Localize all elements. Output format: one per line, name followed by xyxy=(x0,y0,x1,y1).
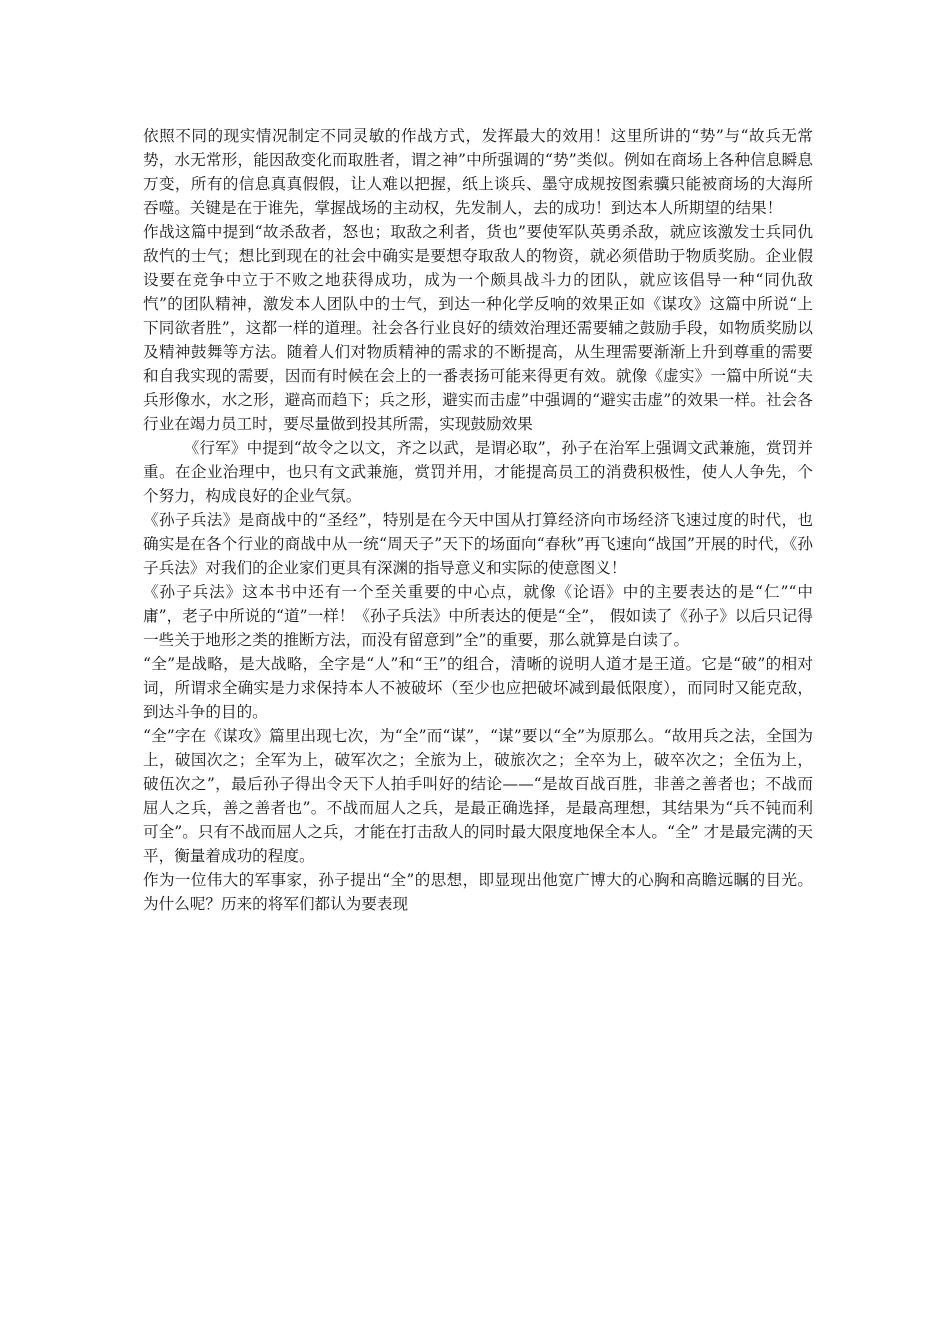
document-body xyxy=(143,124,813,916)
paragraph-military-strategist: 作为一位伟大的军事家，孙子提出“全”的思想，即显现出他宽广博大的心胸和高瞻远瞩的目光。为什么呢？历来的将军们都认为要表现 xyxy=(143,871,813,913)
paragraph-xingjun: 《行军》中提到“故令之以文，齐之以武，是谓必取”，孙子在治军上强调文武兼施，赏罚并重。在企业治理中，也只有文武兼施，赏罚并用，才能提高员工的消费积极性，使人人争先，个个努力，构成良好的企业气氛。 xyxy=(143,439,813,505)
paragraph-quan-center: 《孙子兵法》这本书中还有一个至关重要的中心点，就像《论语》中的主要表达的是“仁”“中庸”，老子中所说的“道”一样！《孙子兵法》中所表达的便是“全”， 假如读了《孙子》以后只记得一些关于地形之类的推断方法，而没有留意到”全”的重要，那么就算是白读了。 xyxy=(143,583,813,649)
paragraph-shangzhan: 《孙子兵法》是商战中的“圣经”，特别是在今天中国从打算经济向市场经济飞速过度的时代，也确实是在各个行业的商战中从一统“周天子”天下的场面向“春秋”再飞速向“战国”开展的时代，《孙子兵法》对我们的企业家们更具有深渊的指导意义和实际的使意图义！ xyxy=(143,511,813,577)
paragraph-shi: 依照不同的现实情况制定不同灵敏的作战方式，发挥最大的效用！这里所讲的“势”与“故兵无常势，水无常形，能因敌变化而取胜者，谓之神”中所强调的“势”类似。例如在商场上各种信息瞬息万变，所有的信息真真假假，让人难以把握，纸上谈兵、墨守成规按图索骥只能被商场的大海所吞噬。关键是在于谁先，掌握战场的主动权，先发制人，去的成功！到达本人所期望的结果！ xyxy=(143,127,813,217)
paragraph-zuozhan: 作战这篇中提到“故杀敌者，怒也；取敌之利者，货也”要使军队英勇杀敌，就应该激发士兵同仇敌忾的士气；想比到现在的社会中确实是要想夺取敌人的物资，就必须借助于物质奖励。企业假设要在竞争中立于不败之地获得成功，成为一个颇具战斗力的团队，就应该倡导一种“同仇敌忾”的团队精神，激发本人团队中的士气，到达一种化学反响的效果正如《谋攻》这篇中所说“上下同欲者胜”，这都一样的道理。社会各行业良好的绩效治理还需要辅之鼓励手段，如物质奖励以及精神鼓舞等方法。随着人们对物质精神的需求的不断提高，从生理需要渐渐上升到尊重的需要和自我实现的需要，因而有时候在会上的一番表扬可能来得更有效。就像《虚实》一篇中所说“夫兵形像水，水之形，避高而趋下；兵之形，避实而击虚”中强调的“避实击虚”的效果一样。社会各行业在竭力员工时，要尽量做到投其所需，实现鼓励效果 xyxy=(143,223,813,433)
paragraph-quan-mougong: “全”字在《谋攻》篇里出现七次，为“全”而“谋”，“谋”要以“全”为原那么。“故用兵之法，全国为上，破国次之；全军为上，破军次之；全旅为上，破旅次之；全卒为上，破卒次之；全伍为上，破伍次之”，最后孙子得出令天下人拍手叫好的结论——“是故百战百胜，非善之善者也；不战而屈人之兵，善之善者也”。不战而屈人之兵，是最正确选择，是最高理想，其结果为“兵不钝而利可全”。只有不战而屈人之兵，才能在打击敌人的同时最大限度地保全本人。“全” 才是最完满的天平，衡量着成功的程度。 xyxy=(143,727,813,865)
paragraph-quan-strategy: “全”是战略，是大战略，全字是“人”和“王”的组合，清晰的说明人道才是王道。它是“破”的相对词，所谓求全确实是力求保持本人不被破坏（至少也应把破坏减到最低限度），而同时又能克敌，到达斗争的目的。 xyxy=(143,655,813,721)
